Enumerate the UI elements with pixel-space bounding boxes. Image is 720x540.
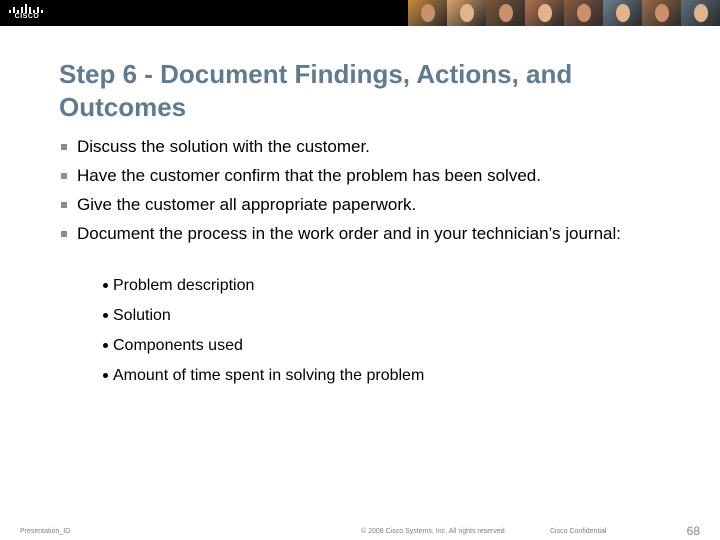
round-bullet-icon (103, 283, 108, 288)
header-photo (486, 0, 525, 26)
presentation-id: Presentation_ID (20, 528, 71, 535)
copyright-notice: © 2008 Cisco Systems, Inc. All rights reserved. (361, 528, 507, 535)
header-photo (408, 0, 447, 26)
sub-bullet-list (103, 276, 663, 396)
square-bullet-icon (61, 173, 67, 179)
person-photo-icon (460, 4, 474, 22)
bullet-item: Document the process in the work order and in your technician’s journal: (59, 223, 659, 245)
header-photo (525, 0, 564, 26)
sub-bullet-item: Components used (103, 336, 663, 356)
person-photo-icon (655, 4, 669, 22)
person-photo-icon (538, 4, 552, 22)
bullet-list (59, 136, 659, 252)
person-photo-icon (421, 4, 435, 22)
cisco-bridge-icon (8, 3, 46, 13)
round-bullet-icon (103, 313, 108, 318)
bullet-item: Discuss the solution with the customer. (59, 136, 659, 158)
page-number: 68 (686, 524, 700, 538)
sub-bullet-item: Amount of time spent in solving the problem (103, 366, 663, 386)
top-banner (0, 0, 720, 26)
header-photo (603, 0, 642, 26)
sub-bullet-item: Problem description (103, 276, 663, 296)
bullet-item: Have the customer confirm that the problem has been solved. (59, 165, 659, 187)
round-bullet-icon (103, 343, 108, 348)
square-bullet-icon (61, 202, 67, 208)
header-photo (681, 0, 720, 26)
header-photo (564, 0, 603, 26)
square-bullet-icon (61, 144, 67, 150)
square-bullet-icon (61, 231, 67, 237)
header-photo (642, 0, 681, 26)
header-photo-strip (408, 0, 720, 26)
confidential-label: Cisco Confidential (550, 528, 607, 535)
person-photo-icon (616, 4, 630, 22)
person-photo-icon (694, 4, 708, 22)
sub-bullet-item: Solution (103, 306, 663, 326)
logo-wordmark: CISCO (14, 13, 40, 20)
cisco-logo (8, 3, 46, 23)
person-photo-icon (499, 4, 513, 22)
person-photo-icon (577, 4, 591, 22)
round-bullet-icon (103, 373, 108, 378)
bullet-item: Give the customer all appropriate paperwork. (59, 194, 659, 216)
header-photo (447, 0, 486, 26)
slide-title: Step 6 - Document Findings, Actions, and Outcomes (59, 59, 573, 122)
